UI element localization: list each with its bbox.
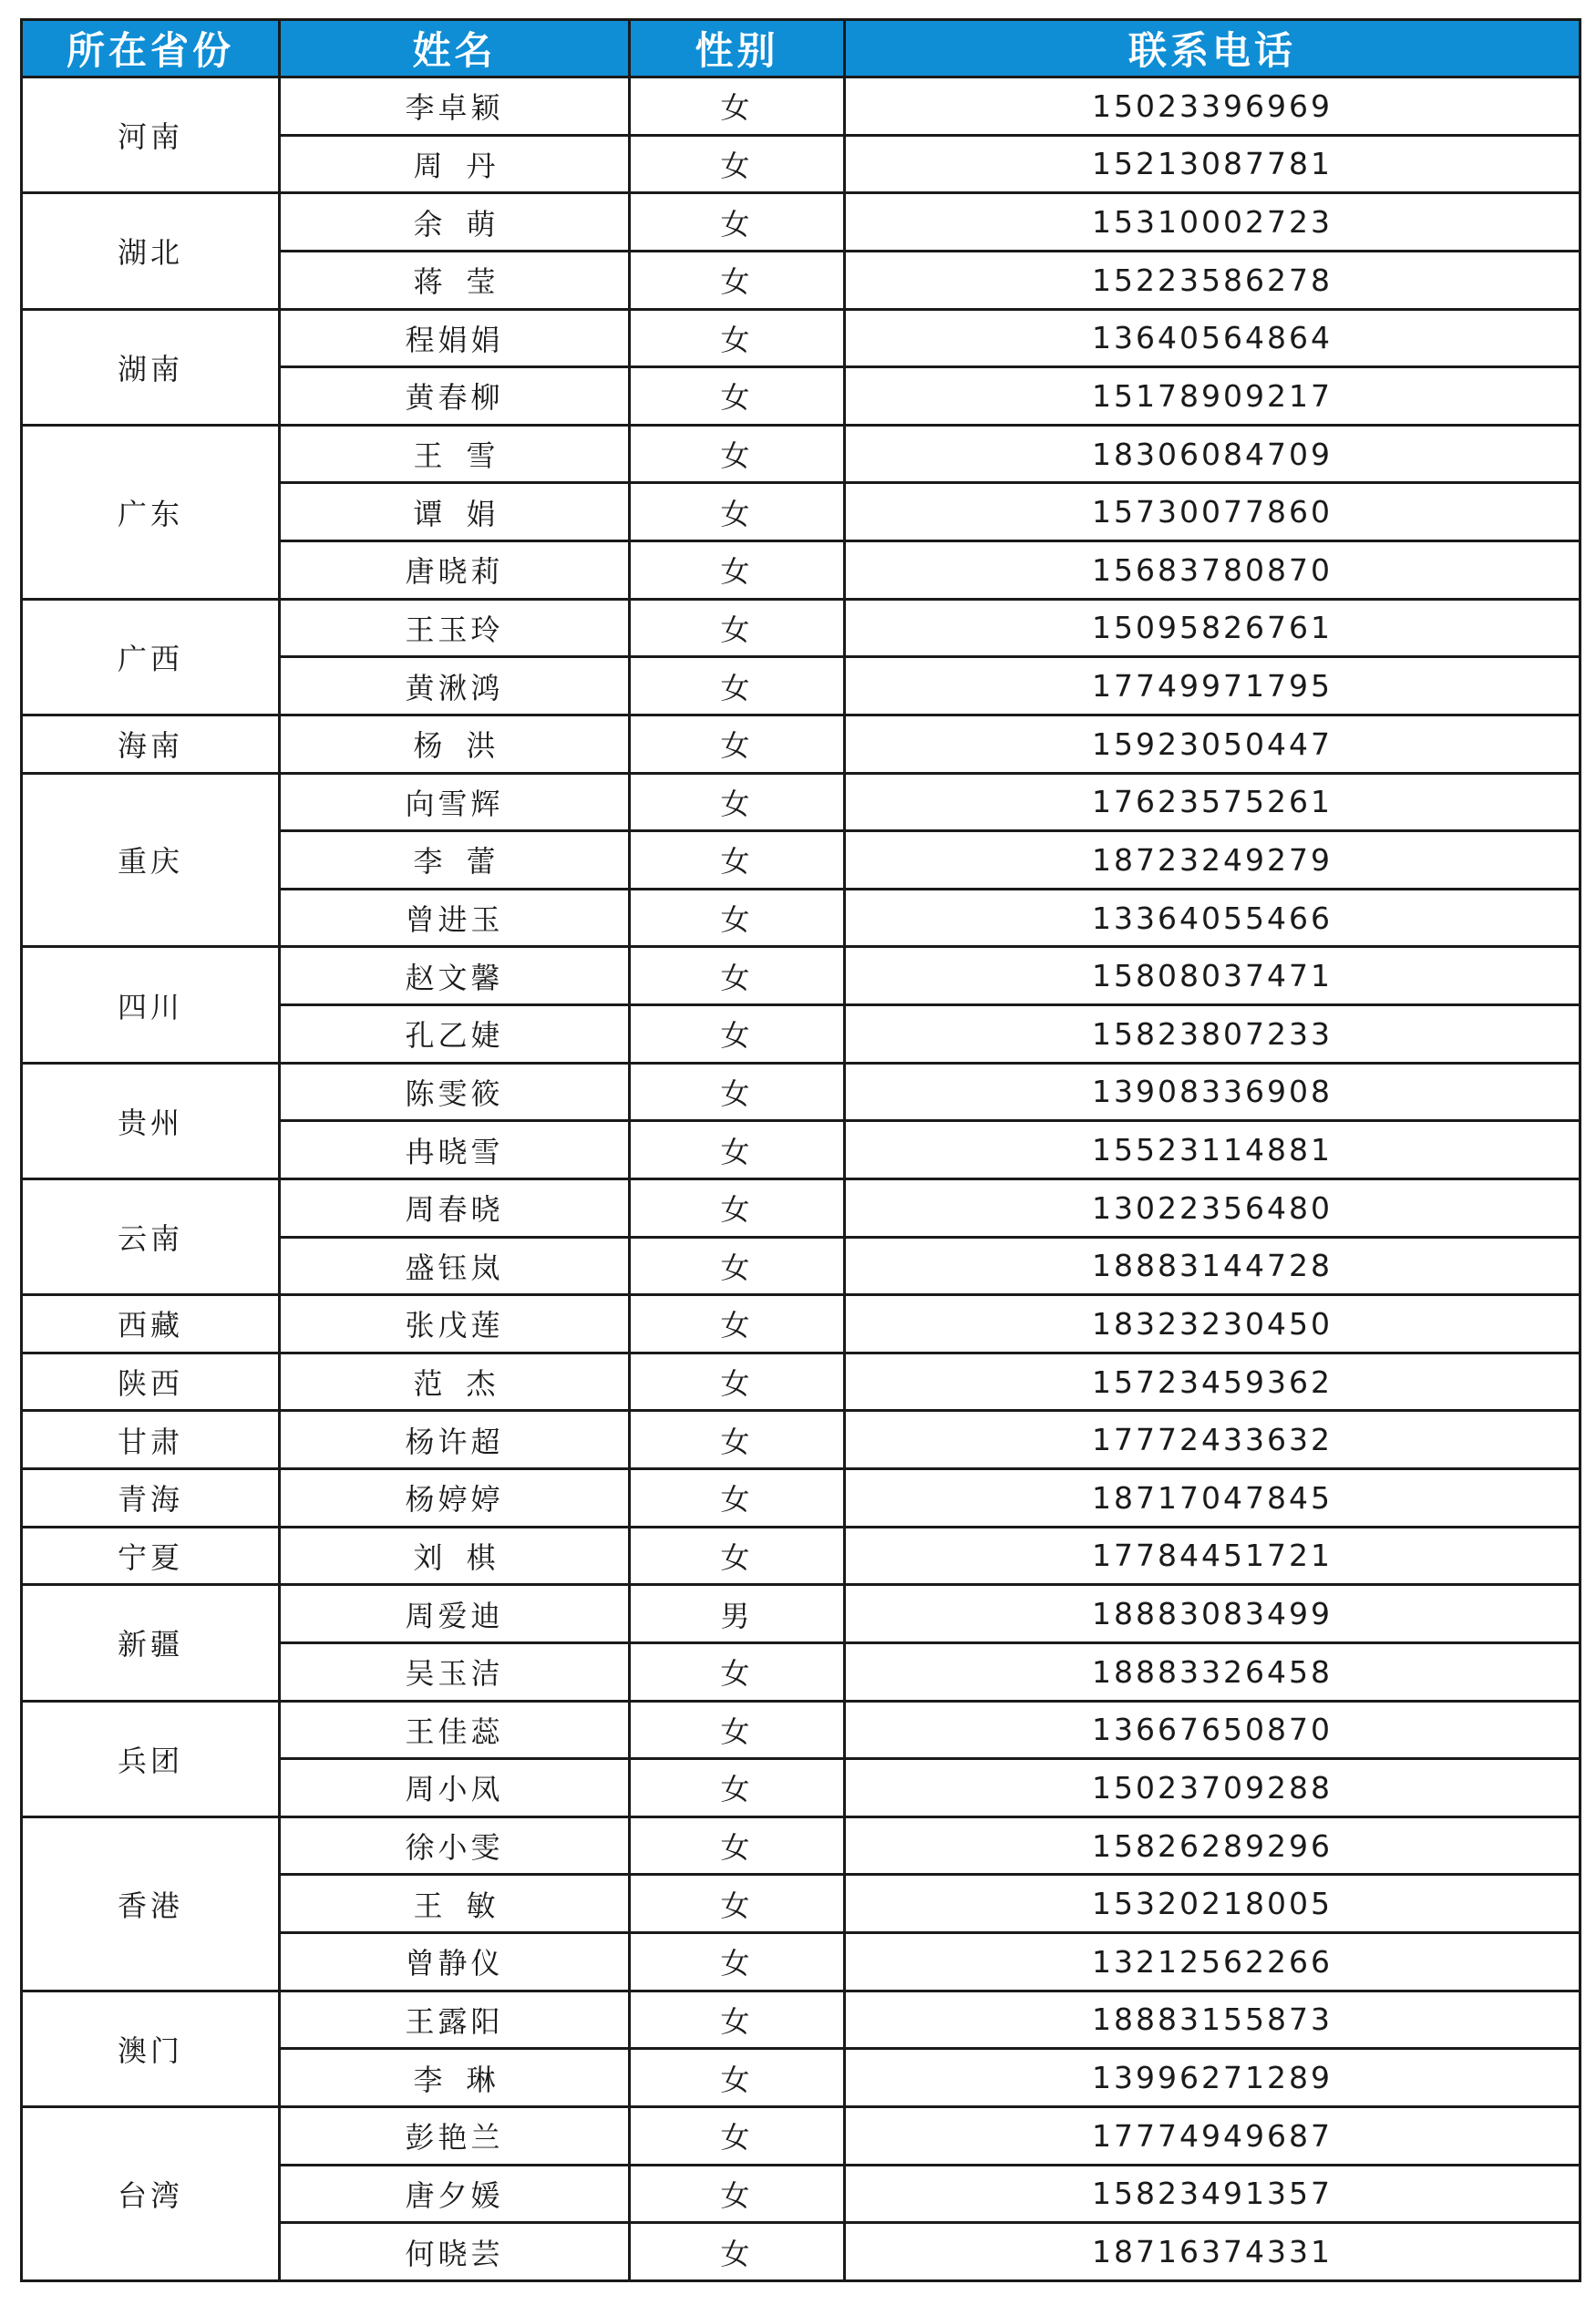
phone-cell: 17774949687 — [845, 2106, 1581, 2165]
name-cell: 彭艳兰 — [280, 2106, 630, 2165]
name-cell: 吴玉洁 — [280, 1642, 630, 1701]
province-cell: 湖北 — [22, 193, 280, 309]
phone-cell: 15320218005 — [845, 1875, 1581, 1933]
gender-cell: 女 — [630, 483, 845, 541]
province-cell: 西藏 — [22, 1295, 280, 1353]
gender-cell: 女 — [630, 2049, 845, 2107]
name-cell: 李卓颖 — [280, 77, 630, 136]
table-row — [22, 773, 1581, 831]
phone-cell: 13996271289 — [845, 2049, 1581, 2107]
phone-cell: 15023396969 — [845, 77, 1581, 136]
name-cell: 黄湫鸿 — [280, 657, 630, 715]
gender-cell: 女 — [630, 193, 845, 252]
phone-cell: 18323230450 — [845, 1295, 1581, 1353]
name-cell: 冉晓雪 — [280, 1121, 630, 1179]
table-row — [22, 77, 1581, 136]
name-cell: 杨许超 — [280, 1411, 630, 1469]
table-row — [22, 193, 1581, 252]
gender-cell: 女 — [630, 1759, 845, 1817]
name-cell: 周春晓 — [280, 1178, 630, 1237]
name-cell: 张戊莲 — [280, 1295, 630, 1353]
gender-cell: 女 — [630, 831, 845, 890]
phone-cell: 15823491357 — [845, 2165, 1581, 2223]
gender-cell: 女 — [630, 1816, 845, 1875]
phone-cell: 15808037471 — [845, 947, 1581, 1005]
name-cell: 向雪辉 — [280, 773, 630, 831]
province-cell: 重庆 — [22, 773, 280, 947]
phone-cell: 15095826761 — [845, 599, 1581, 657]
gender-cell: 女 — [630, 657, 845, 715]
phone-cell: 13667650870 — [845, 1701, 1581, 1759]
gender-cell: 男 — [630, 1585, 845, 1643]
table-row — [22, 309, 1581, 367]
gender-cell: 女 — [630, 1527, 845, 1585]
table-row — [22, 947, 1581, 1005]
name-cell: 蒋莹 — [280, 251, 630, 309]
gender-cell: 女 — [630, 251, 845, 309]
phone-cell: 15223586278 — [845, 251, 1581, 309]
name-cell: 余萌 — [280, 193, 630, 252]
phone-cell: 15213087781 — [845, 135, 1581, 193]
province-cell: 新疆 — [22, 1585, 280, 1701]
table-row — [22, 599, 1581, 657]
province-cell: 四川 — [22, 947, 280, 1063]
phone-cell: 15923050447 — [845, 715, 1581, 773]
province-cell: 宁夏 — [22, 1527, 280, 1585]
name-cell: 王露阳 — [280, 1991, 630, 2049]
phone-cell: 18883083499 — [845, 1585, 1581, 1643]
table-header — [22, 20, 1581, 77]
name-cell: 刘棋 — [280, 1527, 630, 1585]
gender-cell: 女 — [630, 1005, 845, 1064]
gender-cell: 女 — [630, 367, 845, 426]
phone-cell: 18883326458 — [845, 1642, 1581, 1701]
gender-cell: 女 — [630, 1178, 845, 1237]
header-row — [22, 20, 1581, 77]
phone-cell: 15523114881 — [845, 1121, 1581, 1179]
name-cell: 王敏 — [280, 1875, 630, 1933]
gender-cell: 女 — [630, 947, 845, 1005]
table-row — [22, 1469, 1581, 1528]
gender-cell: 女 — [630, 599, 845, 657]
province-cell: 香港 — [22, 1816, 280, 1991]
gender-cell: 女 — [630, 425, 845, 483]
name-cell: 周小凤 — [280, 1759, 630, 1817]
province-cell: 青海 — [22, 1469, 280, 1528]
name-cell: 周丹 — [280, 135, 630, 193]
phone-cell: 13640564864 — [845, 309, 1581, 367]
name-cell: 陈雯筱 — [280, 1063, 630, 1121]
gender-cell: 女 — [630, 1469, 845, 1528]
table-row — [22, 1411, 1581, 1469]
phone-cell: 18306084709 — [845, 425, 1581, 483]
gender-cell: 女 — [630, 715, 845, 773]
gender-cell: 女 — [630, 135, 845, 193]
phone-cell: 18723249279 — [845, 831, 1581, 890]
name-cell: 何晓芸 — [280, 2223, 630, 2281]
province-cell: 河南 — [22, 77, 280, 193]
province-cell: 陕西 — [22, 1353, 280, 1411]
name-cell: 杨洪 — [280, 715, 630, 773]
province-cell: 广西 — [22, 599, 280, 715]
table-row — [22, 1178, 1581, 1237]
table-row — [22, 715, 1581, 773]
table-row — [22, 1585, 1581, 1643]
name-cell: 杨婷婷 — [280, 1469, 630, 1528]
phone-cell: 15310002723 — [845, 193, 1581, 252]
phone-cell: 17772433632 — [845, 1411, 1581, 1469]
table-row — [22, 2106, 1581, 2165]
gender-cell: 女 — [630, 1991, 845, 2049]
name-cell: 李蕾 — [280, 831, 630, 890]
gender-cell: 女 — [630, 1063, 845, 1121]
phone-cell: 13022356480 — [845, 1178, 1581, 1237]
gender-cell: 女 — [630, 1121, 845, 1179]
table-row — [22, 425, 1581, 483]
name-cell: 唐晓莉 — [280, 541, 630, 600]
name-cell: 程娟娟 — [280, 309, 630, 367]
name-cell: 王玉玲 — [280, 599, 630, 657]
name-cell: 孔乙婕 — [280, 1005, 630, 1064]
province-cell: 兵团 — [22, 1701, 280, 1816]
gender-cell: 女 — [630, 1411, 845, 1469]
gender-cell: 女 — [630, 1237, 845, 1295]
phone-cell: 15683780870 — [845, 541, 1581, 600]
phone-cell: 15023709288 — [845, 1759, 1581, 1817]
name-cell: 黄春柳 — [280, 367, 630, 426]
name-cell: 徐小雯 — [280, 1816, 630, 1875]
province-cell: 广东 — [22, 425, 280, 599]
phone-cell: 15723459362 — [845, 1353, 1581, 1411]
header-name: 姓名 — [280, 20, 630, 77]
gender-cell: 女 — [630, 2223, 845, 2281]
phone-cell: 13212562266 — [845, 1933, 1581, 1991]
province-cell: 湖南 — [22, 309, 280, 425]
name-cell: 曾进玉 — [280, 889, 630, 947]
gender-cell: 女 — [630, 1295, 845, 1353]
phone-cell: 18883155873 — [845, 1991, 1581, 2049]
gender-cell: 女 — [630, 1353, 845, 1411]
table-row — [22, 1816, 1581, 1875]
province-cell: 台湾 — [22, 2106, 280, 2280]
phone-cell: 17784451721 — [845, 1527, 1581, 1585]
phone-cell: 18716374331 — [845, 2223, 1581, 2281]
phone-cell: 18717047845 — [845, 1469, 1581, 1528]
name-cell: 范杰 — [280, 1353, 630, 1411]
name-cell: 李琳 — [280, 2049, 630, 2107]
phone-cell: 15178909217 — [845, 367, 1581, 426]
header-gender: 性别 — [630, 20, 845, 77]
phone-cell: 15823807233 — [845, 1005, 1581, 1064]
gender-cell: 女 — [630, 1642, 845, 1701]
gender-cell: 女 — [630, 1933, 845, 1991]
table-row — [22, 1063, 1581, 1121]
name-cell: 周爱迪 — [280, 1585, 630, 1643]
phone-cell: 13908336908 — [845, 1063, 1581, 1121]
gender-cell: 女 — [630, 1875, 845, 1933]
gender-cell: 女 — [630, 77, 845, 136]
province-cell: 海南 — [22, 715, 280, 773]
name-cell: 唐夕媛 — [280, 2165, 630, 2223]
contact-table — [20, 18, 1581, 2282]
phone-cell: 15730077860 — [845, 483, 1581, 541]
phone-cell: 13364055466 — [845, 889, 1581, 947]
name-cell: 王雪 — [280, 425, 630, 483]
header-province: 所在省份 — [22, 20, 280, 77]
phone-cell: 18883144728 — [845, 1237, 1581, 1295]
gender-cell: 女 — [630, 2106, 845, 2165]
province-cell: 甘肃 — [22, 1411, 280, 1469]
table-row — [22, 1353, 1581, 1411]
table-row — [22, 1295, 1581, 1353]
phone-cell: 15826289296 — [845, 1816, 1581, 1875]
gender-cell: 女 — [630, 1701, 845, 1759]
name-cell: 盛钰岚 — [280, 1237, 630, 1295]
phone-cell: 17749971795 — [845, 657, 1581, 715]
province-cell: 贵州 — [22, 1063, 280, 1178]
province-cell: 澳门 — [22, 1991, 280, 2106]
name-cell: 谭娟 — [280, 483, 630, 541]
gender-cell: 女 — [630, 2165, 845, 2223]
name-cell: 王佳蕊 — [280, 1701, 630, 1759]
gender-cell: 女 — [630, 773, 845, 831]
table-body — [22, 77, 1581, 2281]
table-row — [22, 1991, 1581, 2049]
gender-cell: 女 — [630, 309, 845, 367]
name-cell: 曾静仪 — [280, 1933, 630, 1991]
header-phone: 联系电话 — [845, 20, 1581, 77]
table-row — [22, 1527, 1581, 1585]
table-row — [22, 1701, 1581, 1759]
gender-cell: 女 — [630, 541, 845, 600]
province-cell: 云南 — [22, 1178, 280, 1294]
gender-cell: 女 — [630, 889, 845, 947]
phone-cell: 17623575261 — [845, 773, 1581, 831]
name-cell: 赵文馨 — [280, 947, 630, 1005]
